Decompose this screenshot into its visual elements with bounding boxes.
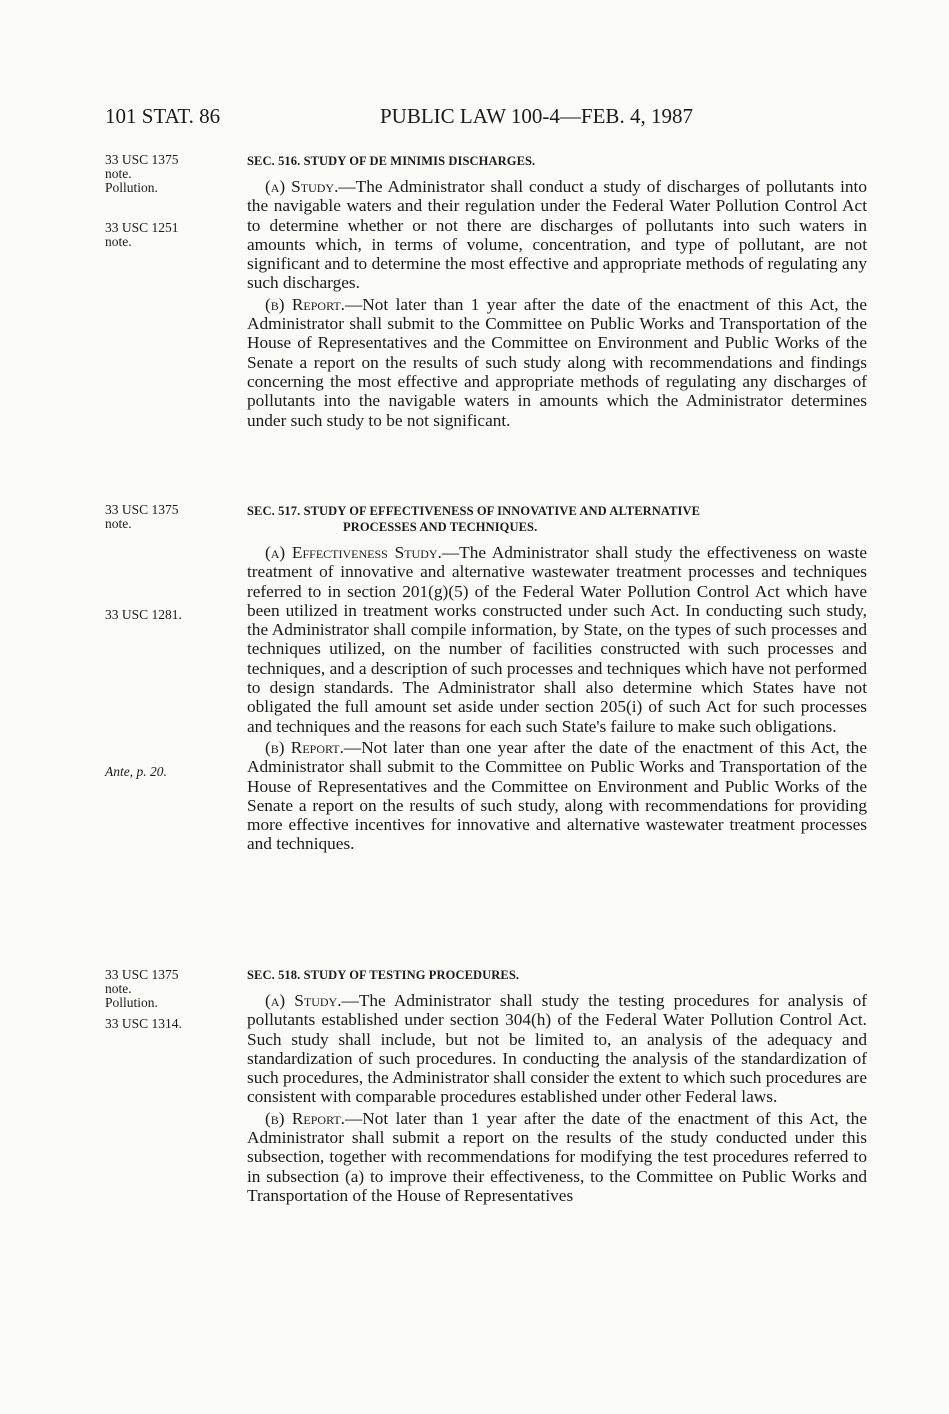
paragraph <box>247 1109 867 1205</box>
section-heading-line: SEC. 517. STUDY OF EFFECTIVENESS OF INNOVATIVE AND ALTERNATIVE <box>247 504 701 518</box>
running-title: PUBLIC LAW 100-4—FEB. 4, 1987 <box>380 104 693 128</box>
margin-note-text: 33 USC 1375 note. Pollution. <box>105 967 179 1010</box>
margin-note <box>105 968 235 1010</box>
paragraph <box>247 295 867 430</box>
section-516 <box>247 153 867 430</box>
paragraph-text: Not later than 1 year after the date of the enactment of this Act, the Administrator shall submit a report on the results of the study conducted under this subsection, together with recommendations for modifying the test procedures referred to in subsection (a) to improve their effectiveness, to the Committee on Public Works and Transportation of the House of Representatives <box>247 1108 867 1205</box>
section-518 <box>247 967 867 1205</box>
paragraph-text: The Administrator shall conduct a study of discharges of pollutants into the navigable waters and their regulation under the Federal Water Pollution Control Act to determine whether or not there are discharges of pollutants into such waters in amounts which, in terms of volume, concentration, and type of pollutant, are not significant and to determine the most effective and appropriate methods of regulating any such discharges. <box>247 177 867 293</box>
margin-note <box>105 608 235 622</box>
page-header <box>0 104 949 134</box>
paragraph-label: (b) Report.— <box>265 737 362 757</box>
paragraph-text: Not later than one year after the date of the enactment of this Act, the Administrator shall submit to the Committee on Public Works and Transportation of the House of Representatives and the Committee on Environment and Public Works of the Senate a report on the results of such study, along with recommendations for providing more effective incentives for innovative and alternative wastewater treatment processes and techniques. <box>247 737 867 854</box>
section-517 <box>247 503 867 854</box>
margin-note-text: 33 USC 1314. <box>105 1016 182 1031</box>
margin-note <box>105 1017 235 1031</box>
section-heading <box>247 503 867 535</box>
margin-note <box>105 221 235 249</box>
margin-note <box>105 153 235 195</box>
margin-note <box>105 765 235 779</box>
paragraph <box>247 738 867 854</box>
paragraph-text: The Administrator shall study the testing procedures for analysis of pollutants established under section 304(h) of the Federal Water Pollution Control Act. Such study shall include, but not be limited to, an analysis of the adequacy and standardization of such procedures. In conducting the analysis of the standardization of such procedures, the Administrator shall consider the extent to which such procedures are consistent with comparable procedures established under other Federal laws. <box>247 991 867 1107</box>
paragraph-label: (a) Study.— <box>265 177 356 196</box>
margin-note-text: 33 USC 1281. <box>105 607 182 622</box>
section-heading-line: PROCESSES AND TECHNIQUES. <box>343 520 538 534</box>
paragraph-label: (b) Report.— <box>265 1108 363 1128</box>
margin-note-text: 33 USC 1375 note. <box>105 502 179 531</box>
margin-note-text: Ante, p. 20. <box>105 764 167 779</box>
paragraph-text: Not later than 1 year after the date of the enactment of this Act, the Administrator shall submit to the Committee on Public Works and Transportation of the House of Representatives and the Committee on Environment and Public Works of the Senate a report on the results of such study along with recommendations and findings concerning the most effective and appropriate methods of regulating any discharges of pollutants into the navigable waters in amounts which the Administrator determines under such study to be not significant. <box>247 294 867 430</box>
margin-note <box>105 503 235 531</box>
stat-page-number: 101 STAT. 86 <box>105 104 221 128</box>
margin-note-text: 33 USC 1251 note. <box>105 220 179 249</box>
paragraph <box>247 543 867 736</box>
section-heading: SEC. 518. STUDY OF TESTING PROCEDURES. <box>247 968 520 982</box>
paragraph-label: (a) Effectiveness Study.— <box>265 543 460 562</box>
section-heading: SEC. 516. STUDY OF DE MINIMIS DISCHARGES. <box>247 154 536 168</box>
paragraph <box>247 991 867 1107</box>
paragraph <box>247 177 867 293</box>
margin-note-text: 33 USC 1375 note. Pollution. <box>105 152 179 195</box>
paragraph-text: The Administrator shall study the effectiveness on waste treatment of innovative and alternative wastewater treatment processes and techniques referred to in section 201(g)(5) of the Federal Water Pollution Control Act which have been utilized in treatment works constructed under such Act. In conducting such study, the Administrator shall compile information, by State, on the types of such processes and techniques utilized, on the number of facilities constructed with such processes and techniques, and a description of such processes and techniques which have not performed to design standards. The Administrator shall also determine which States have not obligated the full amount set aside under section 205(i) of such Act for such processes and techniques and the reasons for each such State's failure to make such obligations. <box>247 543 867 736</box>
paragraph-label: (b) Report.— <box>265 294 363 314</box>
paragraph-label: (a) Study.— <box>265 991 359 1010</box>
